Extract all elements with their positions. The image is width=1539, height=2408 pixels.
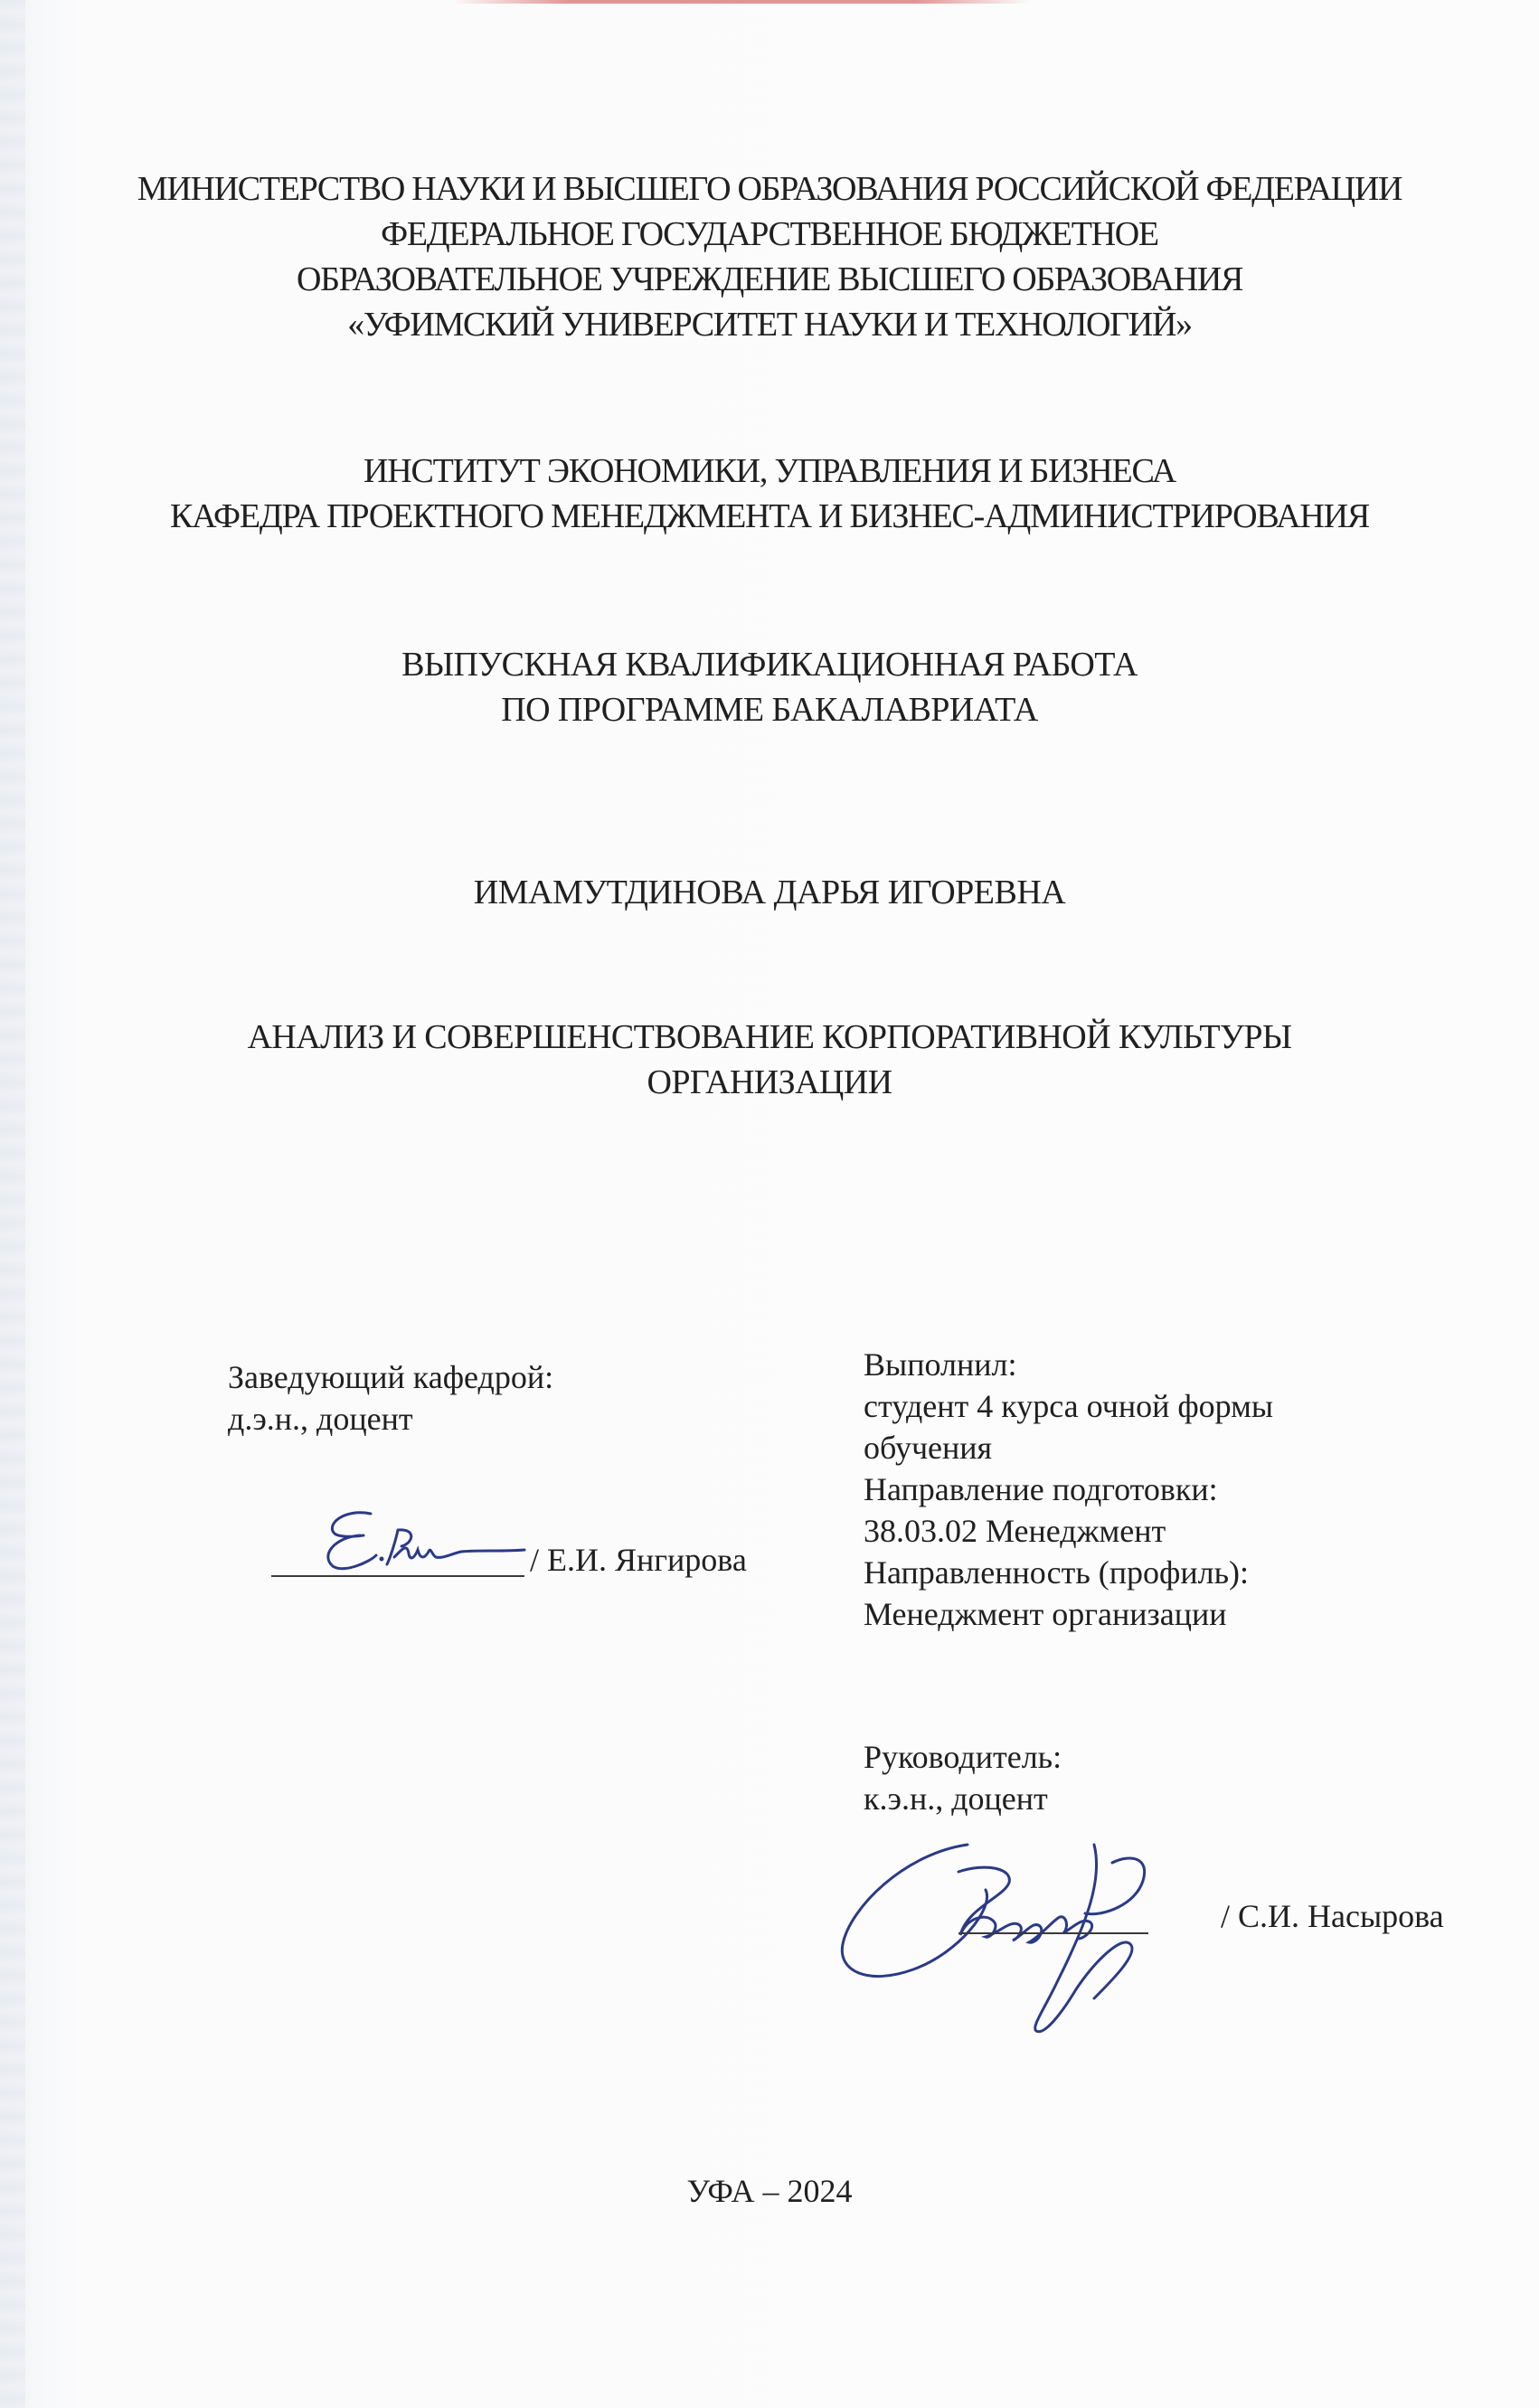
head-of-department-signature-line bbox=[271, 1503, 796, 1584]
performer-line: 38.03.02 Менеджмент bbox=[864, 1513, 1166, 1549]
ministry-line: ОБРАЗОВАТЕЛЬНОЕ УЧРЕЖДЕНИЕ ВЫСШЕГО ОБРАЗОВАНИЯ bbox=[296, 260, 1243, 298]
handwritten-signature-left bbox=[307, 1503, 543, 1584]
institute-header bbox=[0, 449, 1539, 539]
scan-edge bbox=[0, 0, 25, 2408]
head-of-department-name: / Е.И. Янгирова bbox=[530, 1542, 747, 1578]
work-type-line: ВЫПУСКНАЯ КВАЛИФИКАЦИОННАЯ РАБОТА bbox=[401, 646, 1138, 684]
ministry-header bbox=[0, 166, 1539, 347]
author-name: ИМАМУТДИНОВА ДАРЬЯ ИГОРЕВНА bbox=[473, 873, 1066, 911]
signature-underline bbox=[958, 1932, 1148, 1934]
ministry-line: МИНИСТЕРСТВО НАУКИ И ВЫСШЕГО ОБРАЗОВАНИЯ РОССИЙСКОЙ ФЕДЕРАЦИИ bbox=[137, 170, 1402, 208]
thesis-title-line: АНАЛИЗ И СОВЕРШЕНСТВОВАНИЕ КОРПОРАТИВНОЙ КУЛЬТУРЫ bbox=[247, 1018, 1292, 1056]
work-type bbox=[0, 642, 1539, 732]
scan-top-mark bbox=[452, 0, 1031, 4]
supervisor-role: Руководитель: bbox=[864, 1739, 1062, 1775]
performer-line: обучения bbox=[864, 1430, 993, 1466]
ministry-line: ФЕДЕРАЛЬНОЕ ГОСУДАРСТВЕННОЕ БЮДЖЕТНОЕ bbox=[381, 215, 1158, 253]
ministry-line: «УФИМСКИЙ УНИВЕРСИТЕТ НАУКИ И ТЕХНОЛОГИЙ» bbox=[347, 306, 1192, 344]
work-type-line: ПО ПРОГРАММЕ БАКАЛАВРИАТА bbox=[501, 691, 1038, 729]
supervisor-degree: к.э.н., доцент bbox=[864, 1780, 1048, 1817]
head-of-department-block bbox=[228, 1356, 553, 1440]
thesis-title bbox=[0, 1015, 1539, 1105]
thesis-title-line: ОРГАНИЗАЦИИ bbox=[647, 1063, 892, 1101]
signature-underline bbox=[271, 1575, 524, 1577]
performer-line: Менеджмент организации bbox=[864, 1596, 1227, 1632]
performer-line: Направление подготовки: bbox=[864, 1471, 1218, 1507]
performer-line: Выполнил: bbox=[864, 1346, 1017, 1383]
performer-line: Направленность (профиль): bbox=[864, 1554, 1249, 1591]
city-year: УФА – 2024 bbox=[686, 2173, 853, 2209]
supervisor-signature-line bbox=[832, 1827, 1519, 2044]
institute-line: ИНСТИТУТ ЭКОНОМИКИ, УПРАВЛЕНИЯ И БИЗНЕСА bbox=[363, 452, 1175, 490]
performer-block bbox=[864, 1344, 1273, 1635]
supervisor-block bbox=[864, 1736, 1062, 1819]
head-of-department-role: Заведующий кафедрой: bbox=[228, 1359, 554, 1395]
handwritten-signature-right bbox=[832, 1827, 1212, 2044]
department-line: КАФЕДРА ПРОЕКТНОГО МЕНЕДЖМЕНТА И БИЗНЕС-АДМИНИСТРИРОВАНИЯ bbox=[170, 497, 1369, 535]
supervisor-name: / С.И. Насырова bbox=[1221, 1898, 1444, 1934]
head-of-department-degree: д.э.н., доцент bbox=[228, 1401, 413, 1437]
performer-line: студент 4 курса очной формы bbox=[864, 1388, 1274, 1424]
